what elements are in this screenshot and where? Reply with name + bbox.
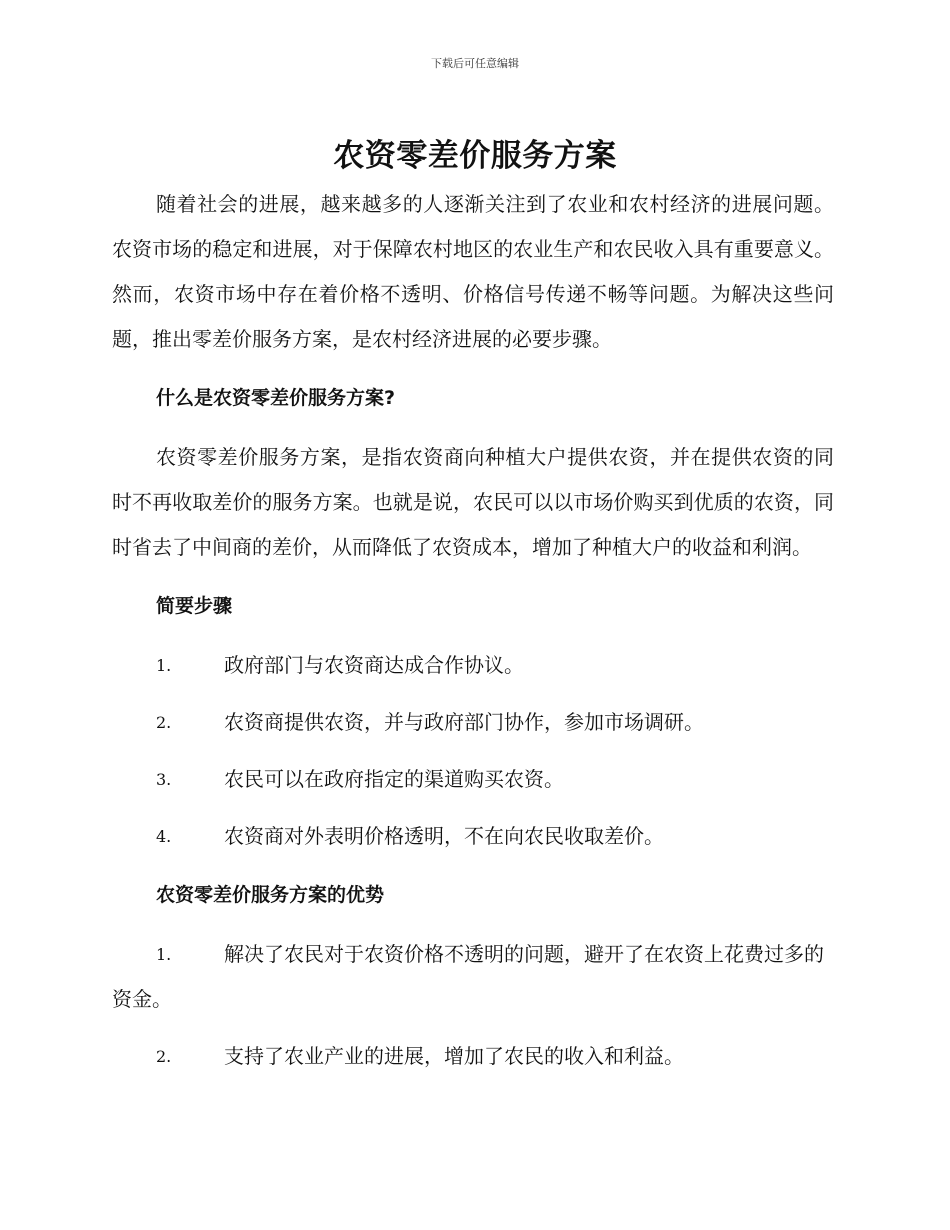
step-text: 农民可以在政府指定的渠道购买农资。 <box>224 767 564 791</box>
step-number: 4. <box>156 827 172 846</box>
advantage-item <box>112 1034 834 1079</box>
intro-paragraph: 随着社会的进展，越来越多的人逐渐关注到了农业和农村经济的进展问题。农资市场的稳定和进展，对于保障农村地区的农业生产和农民收入具有重要意义。然而，农资市场中存在着价格不透明、价格信号传递不畅等问题。为解决这些问题，推出零差价服务方案，是农村经济进展的必要步骤。 <box>112 192 834 351</box>
step-text: 农资商对外表明价格透明，不在向农民收取差价。 <box>224 824 664 848</box>
document-title: 农资零差价服务方案 <box>333 138 617 174</box>
section-heading-advantages: 农资零差价服务方案的优势 <box>156 884 385 906</box>
definition-paragraph: 农资零差价服务方案，是指农资商向种植大户提供农资，并在提供农资的同时不再收取差价的服务方案。也就是说，农民可以以市场价购买到优质的农资，同时省去了中间商的差价，从而降低了农资成本，增加了种植大户的收益和利润。 <box>112 445 834 559</box>
header-note: 下载后可任意编辑 <box>431 57 519 70</box>
advantage-text: 解决了农民对于农资价格不透明的问题，避开了在农资上花费过多的资金。 <box>112 942 824 1011</box>
section-heading-steps: 简要步骤 <box>156 595 233 617</box>
step-number: 1. <box>156 656 172 675</box>
step-text: 农资商提供农资，并与政府部门协作，参加市场调研。 <box>224 710 704 734</box>
step-number: 3. <box>156 770 172 789</box>
advantage-number: 2. <box>156 1047 172 1066</box>
advantage-number: 1. <box>156 945 172 964</box>
step-item <box>112 700 834 745</box>
step-item <box>112 643 834 688</box>
advantage-item <box>112 932 834 1022</box>
step-text: 政府部门与农资商达成合作协议。 <box>224 653 524 677</box>
step-item <box>112 814 834 859</box>
step-item <box>112 757 834 802</box>
section-heading-definition: 什么是农资零差价服务方案? <box>156 387 396 409</box>
step-number: 2. <box>156 713 172 732</box>
advantage-text: 支持了农业产业的进展，增加了农民的收入和利益。 <box>224 1044 684 1068</box>
document-body <box>112 182 834 1091</box>
